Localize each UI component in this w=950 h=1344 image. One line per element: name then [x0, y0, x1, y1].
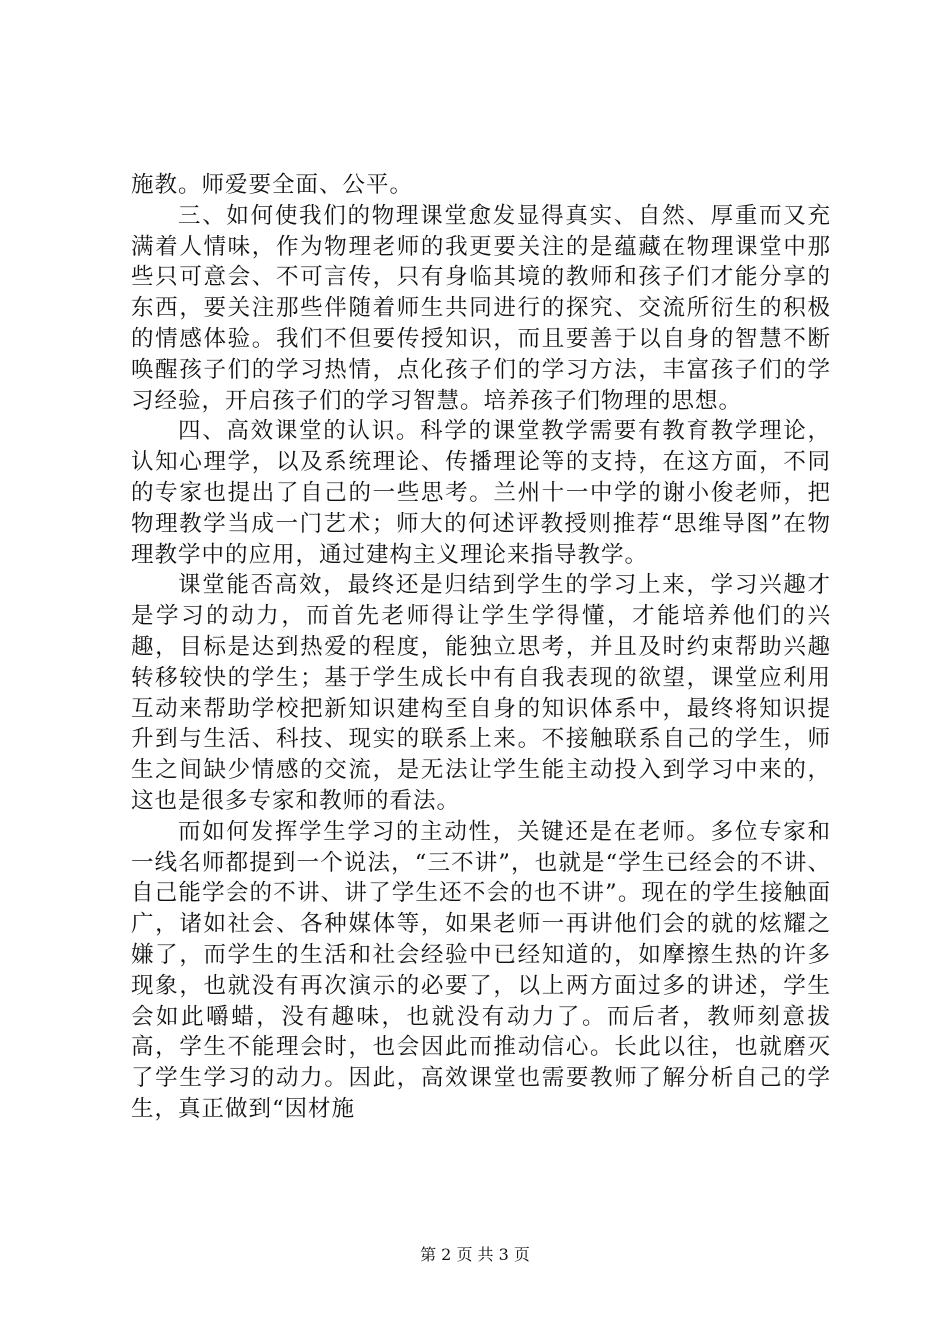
paragraph-1: 施教。师爱要全面、公平。 — [131, 172, 414, 198]
body-text — [131, 170, 831, 1125]
paragraph-4: 课堂能否高效，最终还是归结到学生的学习上来，学习兴趣才是学习的动力，而首先老师得让学生学得懂，才能培养他们的兴趣，目标是达到热爱的程度，能独立思考，并且及时约束帮助兴趣转移较快的学生；基于学生成长中有自我表现的欲望，课堂应利用互动来帮助学校把新知识建构至自身的知识体系中，最终将知识提升到与生活、科技、现实的联系上来。不接触联系自己的学生，师生之间缺少情感的交流，是无法让学生能主动投入到学习中来的，这也是很多专家和教师的看法。 — [131, 572, 831, 814]
paragraph-3: 四、高效课堂的认识。科学的课堂教学需要有教育教学理论，认知心理学，以及系统理论、传播理论等的支持，在这方面，不同的专家也提出了自己的一些思考。兰州十一中学的谢小俊老师，把物理教学当成一门艺术；师大的何述评教授则推荐“思维导图”在物理教学中的应用，通过建构主义理论来指导教学。 — [131, 418, 831, 568]
page-footer: 第 2 页 共 3 页 — [420, 1245, 530, 1264]
paragraph-5: 而如何发挥学生学习的主动性，关键还是在老师。多位专家和一线名师都提到一个说法，“三不讲”，也就是“学生已经会的不讲、自己能学会的不讲、讲了学生还不会的也不讲”。现在的学生接触面广，诸如社会、各种媒体等，如果老师一再讲他们会的就的炫耀之嫌了，而学生的生活和社会经验中已经知道的，如摩擦生热的许多现象，也就没有再次演示的必要了，以上两方面过多的讲述，学生会如此嚼蜡，没有趣味，也就没有动力了。而后者，教师刻意拔高，学生不能理会时，也会因此而推动信心。长此以往，也就磨灭了学生学习的动力。因此，高效课堂也需要教师了解分析自己的学生，真正做到“因材施 — [131, 818, 831, 1122]
paragraph-2: 三、如何使我们的物理课堂愈发显得真实、自然、厚重而又充满着人情味，作为物理老师的我更要关注的是蕴藏在物理课堂中那些只可意会、不可言传，只有身临其境的教师和孩子们才能分享的东西，要关注那些伴随着师生共同进行的探究、交流所衍生的积极的情感体验。我们不但要传授知识，而且要善于以自身的智慧不断唤醒孩子们的学习热情，点化孩子们的学习方法，丰富孩子们的学习经验，开启孩子们的学习智慧。培养孩子们物理的思想。 — [131, 202, 831, 414]
